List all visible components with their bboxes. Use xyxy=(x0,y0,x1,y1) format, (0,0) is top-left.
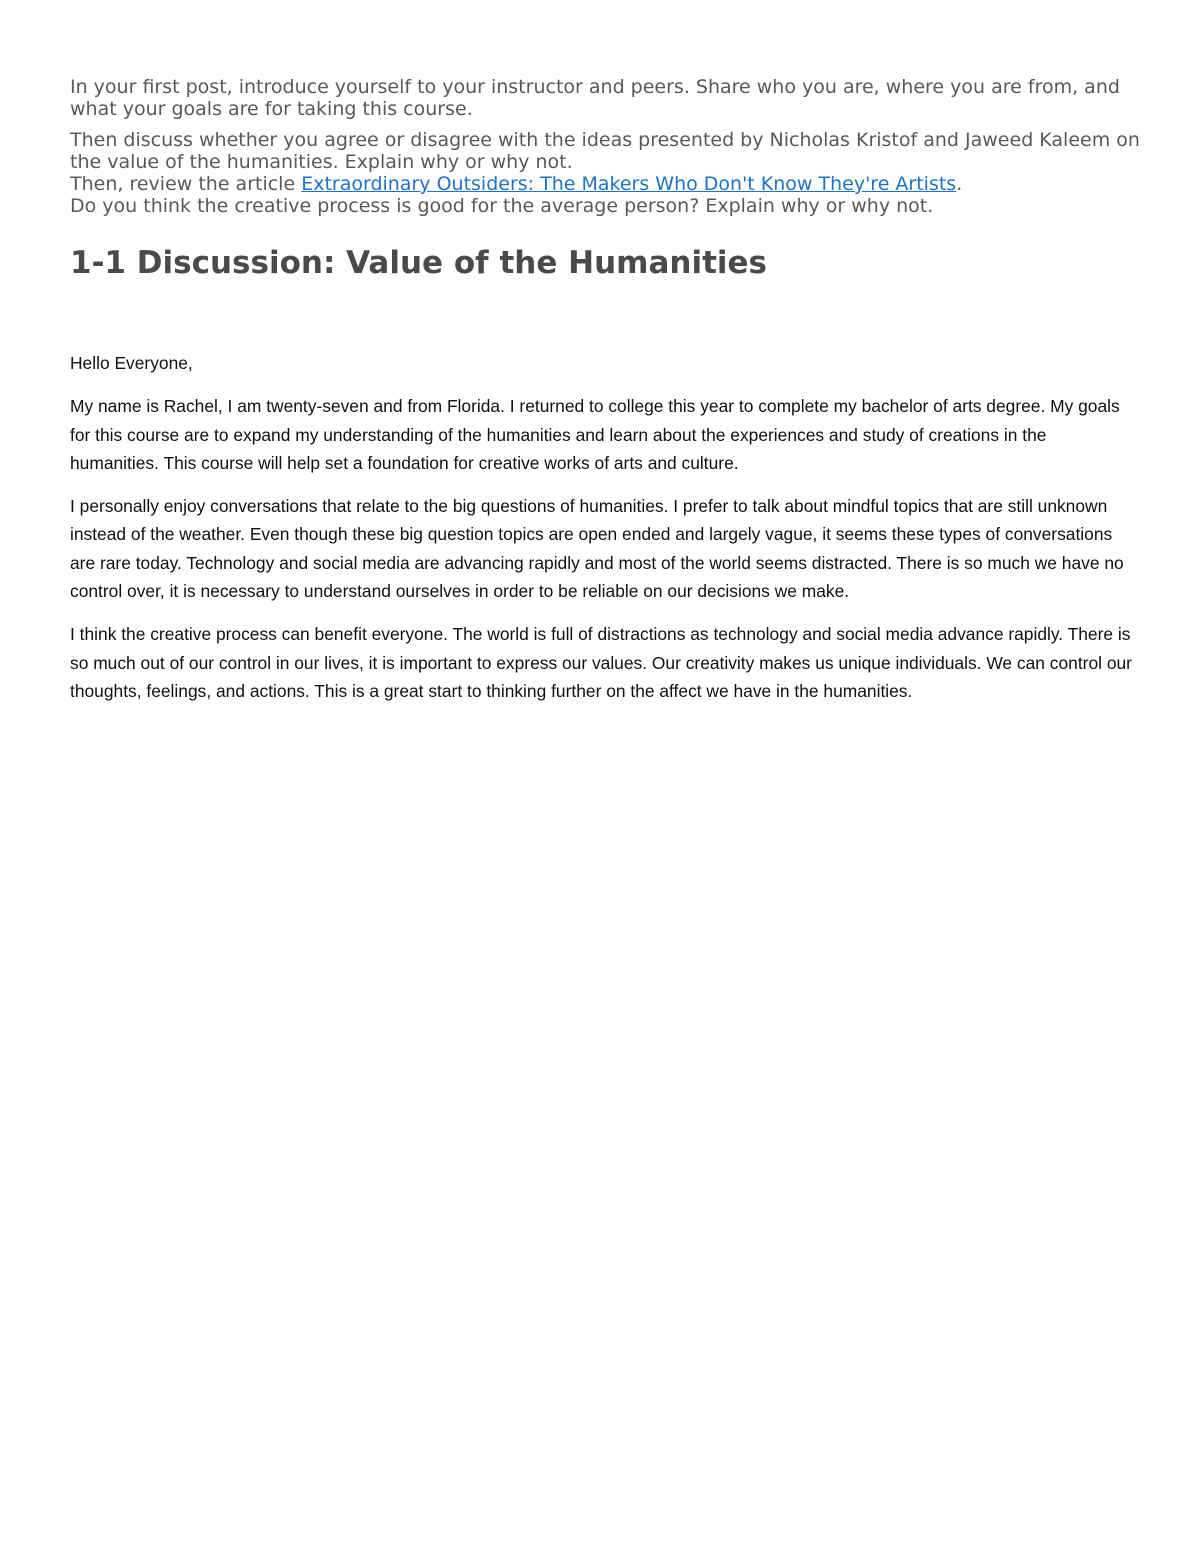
post-paragraph: I think the creative process can benefit everyone. The world is full of distractions as technology and social media advance rapidly. There is so much out of our control in our lives, it is important to express our values. Our creativity makes us unique individuals. We can control our thoughts, feelings, and actions. This is a great start to thinking further on the affect we have in the humanities. xyxy=(70,624,1132,701)
post-paragraph: My name is Rachel, I am twenty-seven and from Florida. I returned to college this year to complete my bachelor of arts degree. My goals for this course are to expand my understanding of the humanities and learn about the experiences and study of creations in the humanities. This course will help set a foundation for creative works of arts and culture. xyxy=(70,396,1120,473)
discussion-post xyxy=(70,349,1140,705)
post-greeting: Hello Everyone, xyxy=(70,353,193,373)
page-content xyxy=(70,76,1140,720)
prompt-intro: In your first post, introduce yourself to your instructor and peers. Share who you are, where you are from, and what your goals are for taking this course. xyxy=(70,76,1120,120)
post-paragraph: I personally enjoy conversations that relate to the big questions of humanities. I prefer to talk about mindful topics that are still unknown instead of the weather. Even though these big question topics are open ended and largely vague, it seems these types of conversations are rare today. Technology and social media are advancing rapidly and most of the world seems distracted. There is so much we have no control over, it is necessary to understand ourselves in order to be reliable on our decisions we make. xyxy=(70,496,1124,602)
assignment-prompt xyxy=(70,76,1140,217)
prompt-question: Do you think the creative process is good for the average person? Explain why or why not. xyxy=(70,195,934,217)
article-link[interactable]: Extraordinary Outsiders: The Makers Who Don't Know They're Artists xyxy=(301,173,957,195)
page-title: 1-1 Discussion: Value of the Humanities xyxy=(70,245,768,281)
prompt-review-suffix: . xyxy=(956,173,963,195)
prompt-discuss: Then discuss whether you agree or disagree with the ideas presented by Nicholas Kristof and Jaweed Kaleem on the value of the humanities. Explain why or why not. xyxy=(70,129,1140,173)
prompt-review-prefix: Then, review the article xyxy=(70,173,302,195)
prompt-review xyxy=(70,173,1140,195)
